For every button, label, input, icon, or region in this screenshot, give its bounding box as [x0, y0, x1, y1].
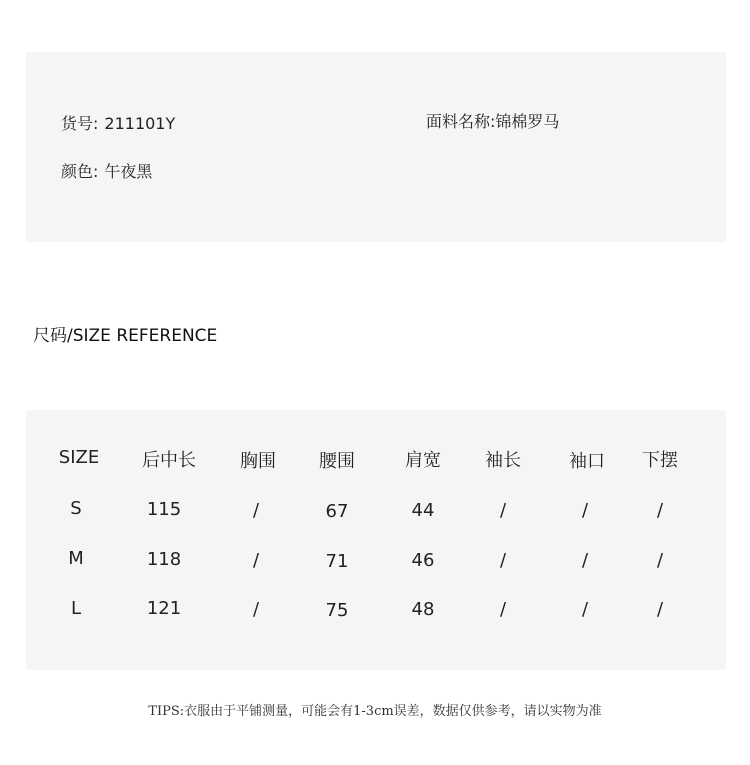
fabric-name-label: 面料名称: — [426, 112, 496, 131]
color-label: 颜色: — [61, 162, 99, 181]
header-back-length: 后中长 — [142, 450, 196, 471]
color-value: 午夜黑 — [104, 162, 153, 181]
table-cell: / — [499, 550, 507, 571]
color-info — [61, 162, 152, 182]
table-cell: 118 — [146, 549, 182, 570]
table-cell: / — [581, 500, 589, 521]
item-number-value: 211101Y — [104, 114, 176, 133]
header-chest: 胸围 — [240, 451, 276, 472]
size-table-panel — [26, 410, 726, 670]
header-size: SIZE — [58, 447, 100, 468]
table-cell: / — [252, 500, 260, 521]
item-number-label: 货号: — [61, 114, 99, 133]
table-cell: 48 — [411, 599, 435, 620]
table-cell: 75 — [325, 600, 349, 621]
table-cell: S — [70, 498, 82, 519]
table-cell: 71 — [325, 551, 349, 572]
table-cell: / — [656, 599, 664, 620]
header-shoulder: 肩宽 — [405, 450, 441, 471]
fabric-name-value: 锦棉罗马 — [495, 112, 560, 131]
table-cell: L — [70, 598, 82, 619]
table-cell: / — [581, 599, 589, 620]
header-cuff: 袖口 — [569, 451, 605, 472]
table-cell: / — [656, 500, 664, 521]
table-cell: M — [68, 548, 84, 569]
table-cell: 115 — [146, 499, 182, 520]
table-cell: / — [581, 550, 589, 571]
fabric-name — [426, 112, 559, 132]
header-sleeve-length: 袖长 — [485, 450, 521, 471]
tips-note: TIPS:衣服由于平铺测量，可能会有1-3cm误差，数据仅供参考，请以实物为准 — [148, 704, 602, 719]
table-cell: / — [656, 550, 664, 571]
table-cell: 121 — [146, 598, 182, 619]
table-cell: / — [252, 599, 260, 620]
table-cell: 67 — [325, 501, 349, 522]
item-number — [61, 114, 175, 134]
table-cell: 44 — [411, 500, 435, 521]
size-reference-title: 尺码/SIZE REFERENCE — [33, 326, 218, 346]
table-cell: / — [499, 500, 507, 521]
table-cell: / — [499, 599, 507, 620]
header-waist: 腰围 — [319, 451, 355, 472]
table-cell: 46 — [411, 550, 435, 571]
header-hem: 下摆 — [642, 450, 678, 471]
table-cell: / — [252, 550, 260, 571]
product-info-panel — [26, 52, 726, 242]
